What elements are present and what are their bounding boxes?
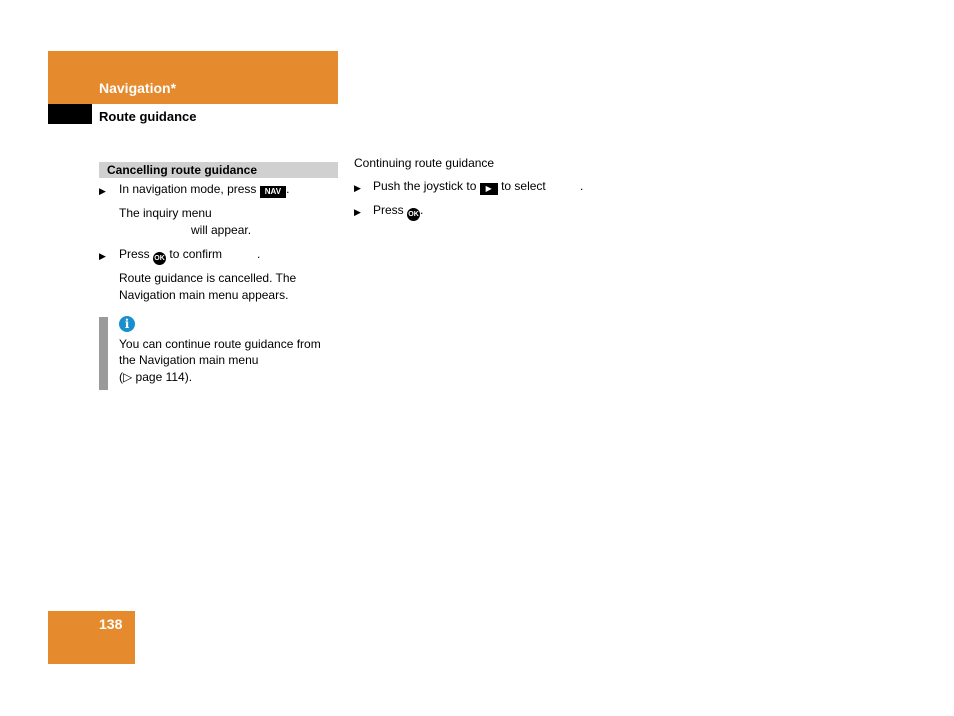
bullet-icon: ▶ xyxy=(354,183,361,193)
step-text xyxy=(373,202,423,221)
result-text: Navigation main menu appears. xyxy=(119,288,289,302)
step-text xyxy=(119,246,222,265)
step-label: to confirm xyxy=(169,247,223,261)
section-title-cancelling: Cancelling route guidance xyxy=(107,163,258,177)
step-row xyxy=(99,182,106,200)
info-icon: i xyxy=(119,316,135,332)
step-end: . xyxy=(257,247,261,261)
step-label: In navigation mode, press xyxy=(119,182,257,196)
result-text: Route guidance is cancelled. The xyxy=(119,271,297,285)
step-row xyxy=(354,179,361,197)
step-end: . xyxy=(286,182,290,196)
arrow-right-icon: ▶ xyxy=(480,183,498,195)
step-text xyxy=(373,178,546,195)
bullet-icon: ▶ xyxy=(99,186,106,196)
step-row xyxy=(99,247,106,265)
chapter-title: Navigation* xyxy=(99,80,177,96)
step-label: Push the joystick to xyxy=(373,179,477,193)
step-end: . xyxy=(420,203,424,217)
ok-button-icon: OK xyxy=(153,252,166,265)
step-label: Press xyxy=(119,247,150,261)
step-end: . xyxy=(580,179,584,193)
page-number: 138 xyxy=(99,616,123,632)
step-row xyxy=(354,203,361,221)
ok-button-icon: OK xyxy=(407,208,420,221)
info-text: (▷ page 114). xyxy=(119,370,193,384)
section-subtitle: Route guidance xyxy=(99,109,197,124)
nav-key-icon: NAV xyxy=(260,186,286,198)
result-text: The inquiry menu xyxy=(119,206,212,220)
header-band xyxy=(48,51,338,104)
section-marker xyxy=(48,104,92,124)
bullet-icon: ▶ xyxy=(354,207,361,217)
step-label: Press xyxy=(373,203,404,217)
step-text xyxy=(119,181,289,198)
info-text: You can continue route guidance from xyxy=(119,337,321,351)
info-bar xyxy=(99,317,108,390)
step-label: to select xyxy=(501,179,546,193)
info-text: the Navigation main menu xyxy=(119,353,259,367)
section-title-continuing: Continuing route guidance xyxy=(354,156,495,170)
bullet-icon: ▶ xyxy=(99,251,106,261)
result-text: will appear. xyxy=(191,223,252,237)
